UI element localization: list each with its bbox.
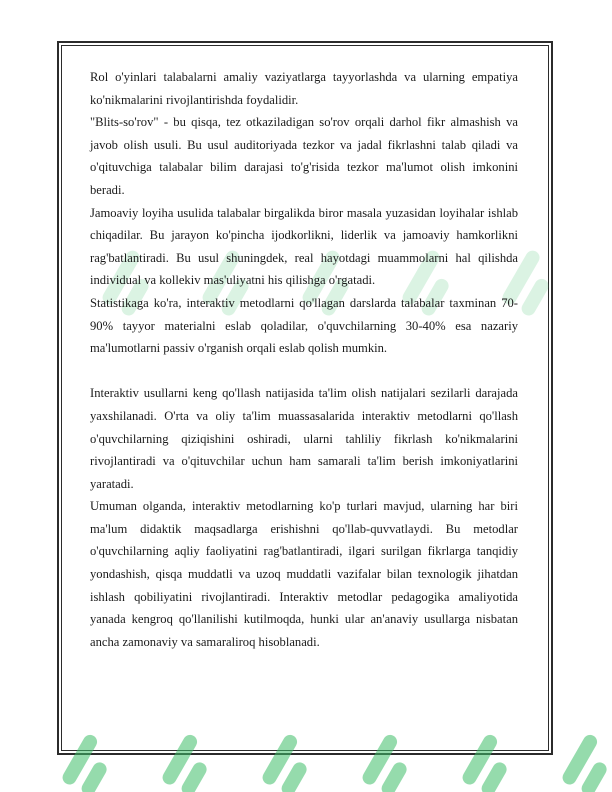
paragraph-interactive-results: Interaktiv usullarni keng qo'llash natijasida ta'lim olish natijalari sezilarli darajada yaxshilanadi. O'rta va oliy ta'lim muassasalarida interaktiv metodlarni qo'llash o'quvchilarning qiziqishini oshiradi, ularni tahliliy fikrlash ko'nikmalarini rivojlantiradi va o'qituvchilar uchun ham samarali ta'lim berish imkoniyatlarini yaratadi. [90, 386, 518, 491]
paragraph-role-play: Rol o'yinlari talabalarni amaliy vaziyatlarga tayyorlashda va ularning empatiya ko'nikmalarini rivojlantirishda foydalidir. [90, 70, 518, 107]
paragraph-statistics: Statistikaga ko'ra, interaktiv metodlarni qo'llagan darslarda talabalar taxminan 70-90% tayyor materialni eslab qoladilar, o'quvchilarning 30-40% esa nazariy ma'lumotlarni passiv o'rganish orqali eslab qolish mumkin. [90, 295, 518, 356]
document-body [90, 66, 518, 653]
paragraph-team-project: Jamoaviy loyiha usulida talabalar birgalikda biror masala yuzasidan loyihalar ishlab chiqadilar. Bu jarayon ko'pincha ijodkorlikni, liderlik va jamoaviy hamkorlikni rag'batlantiradi. Bu usul shuningdek, real hayotdagi muammolarni hal qilishda individual va kollekiv mas'uliyatni his qilishga o'rgatadi. [90, 205, 518, 288]
paragraph-blitz-survey: "Blits-so'rov" - bu qisqa, tez otkaziladigan so'rov orqali darhol fikr almashish va javob olish usuli. Bu usul auditoriyada tezkor va jadal fikrlashni talab qiladi va o'qituvchiga talabalar bilim darajasi to'g'risida tezkor ma'lumot olish imkonini beradi. [90, 115, 518, 197]
paragraph-conclusion: Umuman olganda, interaktiv metodlarning ko'p turlari mavjud, ularning har biri ma'lum didaktik maqsadlarga erishishni qo'llab-quvvatlaydi. Bu metodlar o'quvchilarning aqliy faoliyatini rag'batlantiradi, ilgari surilgan fikrlarga tanqidiy yondashish, qisqa muddatli va uzoq muddatli vazifalar bilan texnologik jihatdan ishlash qobiliyatini rivojlantiradi. Interaktiv metodlar pedagogika amaliyotida yanada kengroq qo'llanilishi kutilmoqda, hunki ular an'anaviy usullarga nisbatan ancha zamonaviy va samaraliroq hisoblanadi. [90, 499, 518, 649]
paragraph-spacer [90, 360, 518, 383]
